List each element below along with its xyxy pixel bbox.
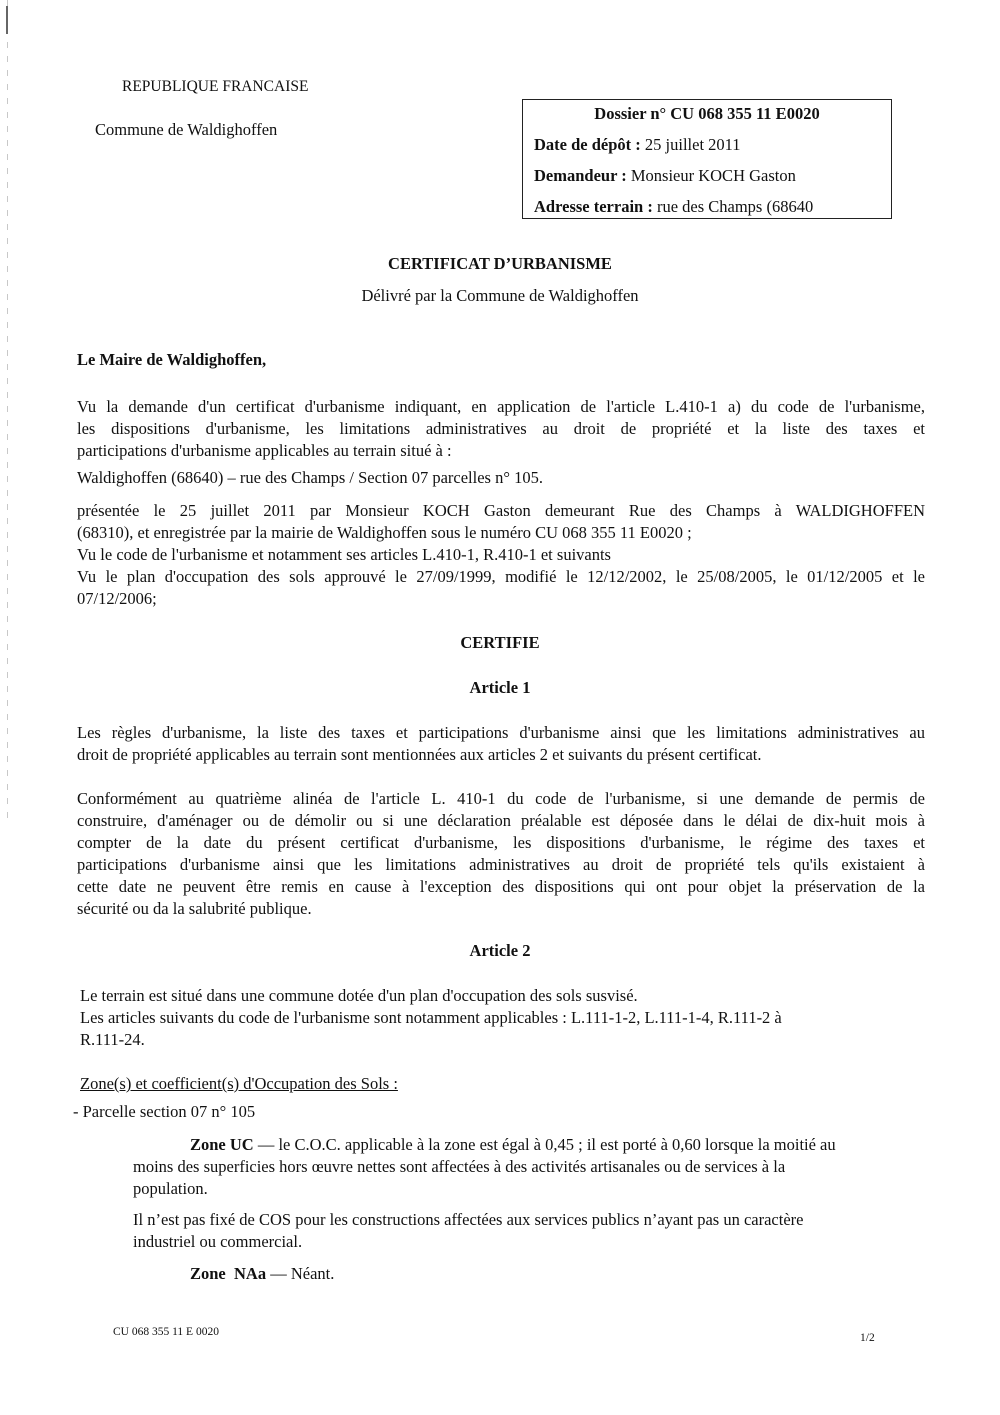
dossier-info-box	[522, 99, 892, 219]
demandeur-row	[534, 166, 796, 186]
date-depot-row	[534, 135, 741, 155]
vu-demande-line: les dispositions d'urbanisme, les limitations administratives au droit de propriété et la liste des taxes et	[77, 419, 925, 438]
vu-code-line: Vu le code de l'urbanisme et notamment ses articles L.410-1, R.410-1 et suivants	[77, 545, 611, 564]
cos-line: Il n’est pas fixé de COS pour les constructions affectées aux services publics n’ayant pas un caractère	[133, 1210, 804, 1229]
article-1-para1-line: Les règles d'urbanisme, la liste des taxes et participations d'urbanisme ainsi que les limitations administratives au	[77, 723, 925, 742]
zones-heading: Zone(s) et coefficient(s) d'Occupation des Sols :	[80, 1074, 398, 1093]
vu-demande-line: participations d'urbanisme applicables au terrain situé à :	[77, 441, 452, 460]
certifie-heading: CERTIFIE	[460, 633, 540, 652]
scan-edge-mark	[6, 6, 8, 34]
zone-uc-label: Zone UC	[190, 1135, 254, 1154]
presentee-line: présentée le 25 juillet 2011 par Monsieur KOCH Gaston demeurant Rue des Champs à WALDIGHOFFEN	[77, 501, 925, 520]
article-1-para2-line: participations d'urbanisme ainsi que les limitations administratives au droit de propriété tels qu'ils existaient à	[77, 855, 925, 874]
article-1-para2-line: construire, d'aménager ou de démolir ou si une déclaration préalable est déposée dans le délai de dix-huit mois à	[77, 811, 925, 830]
page-number: 1/2	[860, 1332, 875, 1344]
vu-plan-line: 07/12/2006;	[77, 589, 157, 608]
maire-heading: Le Maire de Waldighoffen,	[77, 350, 267, 369]
date-depot-label: Date de dépôt :	[534, 135, 641, 154]
zone-uc-line	[190, 1135, 836, 1155]
demandeur-value: Monsieur KOCH Gaston	[626, 166, 796, 185]
article-2-heading: Article 2	[469, 941, 531, 960]
demandeur-label: Demandeur :	[534, 166, 627, 185]
zone-naa-label: Zone NAa	[190, 1264, 267, 1283]
cos-line: industriel ou commercial.	[133, 1232, 303, 1251]
vu-plan-line: Vu le plan d'occupation des sols approuvé le 27/09/1999, modifié le 12/12/2002, le 25/08/2005, le 01/12/2005 et le	[77, 567, 925, 586]
date-depot-value: 25 juillet 2011	[640, 135, 741, 154]
adresse-row	[534, 197, 813, 217]
zone-uc-line: moins des superficies hors œuvre nettes sont affectées à des activités artisanales ou de services à la	[133, 1157, 786, 1176]
adresse-value: rue des Champs (68640	[652, 197, 814, 216]
presentee-line: (68310), et enregistrée par la mairie de Waldighoffen sous le numéro CU 068 355 11 E0020 ;	[77, 523, 692, 542]
vu-demande-line: Vu la demande d'un certificat d'urbanisme indiquant, en application de l'article L.410-1 a) du code de l'urbanisme,	[77, 397, 925, 416]
article-1-heading: Article 1	[469, 678, 531, 697]
dossier-number: Dossier n° CU 068 355 11 E0020	[594, 104, 820, 123]
zone-naa-value: — Néant.	[266, 1264, 335, 1283]
article-1-para1-line: droit de propriété applicables au terrain sont mentionnées aux articles 2 et suivants du présent certificat.	[77, 745, 762, 764]
zone-uc-line: population.	[133, 1179, 208, 1198]
terrain-location: Waldighoffen (68640) – rue des Champs / Section 07 parcelles n° 105.	[77, 468, 543, 487]
document-subtitle: Délivré par la Commune de Waldighoffen	[361, 286, 639, 305]
adresse-label: Adresse terrain :	[534, 197, 653, 216]
parcelle-line: - Parcelle section 07 n° 105	[73, 1102, 256, 1121]
commune-name: Commune de Waldighoffen	[95, 120, 278, 139]
zone-naa-line	[190, 1264, 334, 1284]
article-1-para2-line: compter de la date du présent certificat d'urbanisme, les dispositions d'urbanisme, le régime des taxes et	[77, 833, 925, 852]
republique-heading: REPUBLIQUE FRANCAISE	[122, 78, 309, 95]
article-1-para2-line: Conformément au quatrième alinéa de l'article L. 410-1 du code de l'urbanisme, si une demande de permis de	[77, 789, 925, 808]
footer-reference: CU 068 355 11 E 0020	[113, 1326, 219, 1338]
article-2-line: Les articles suivants du code de l'urbanisme sont notamment applicables : L.111-1-2, L.111-1-4, R.111-2 à	[80, 1008, 782, 1027]
article-1-para2-line: cette date ne peuvent être remis en cause à l'exception des dispositions qui ont pour objet la préservation de la	[77, 877, 925, 896]
zone-uc-text: — le C.O.C. applicable à la zone est égal à 0,45 ; il est porté à 0,60 lorsque la moitié au	[253, 1135, 836, 1154]
document-title: CERTIFICAT D’URBANISME	[388, 254, 612, 273]
article-2-line: R.111-24.	[80, 1030, 145, 1049]
article-2-line: Le terrain est situé dans une commune dotée d'un plan d'occupation des sols susvisé.	[80, 986, 638, 1005]
article-1-para2-line: sécurité ou da la salubrité publique.	[77, 899, 312, 918]
